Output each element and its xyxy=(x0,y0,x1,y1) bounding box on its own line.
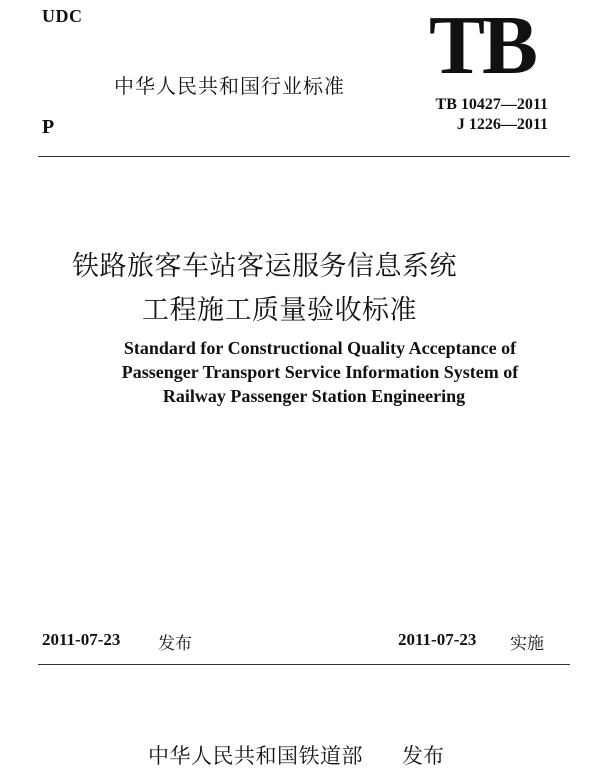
issue-label: 发布 xyxy=(158,634,192,654)
implement-date: 2011-07-23 xyxy=(398,630,477,649)
bottom-divider xyxy=(38,664,570,665)
industry-standard-heading: 中华人民共和国行业标准 xyxy=(114,74,345,98)
publisher-name: 中华人民共和国铁道部 xyxy=(148,744,363,768)
title-zh-line-1: 铁路旅客车站客运服务信息系统 xyxy=(72,251,457,282)
title-en-line-1: Standard for Constructional Quality Acceptance of xyxy=(123,338,517,358)
title-zh-line-2: 工程施工质量验收标准 xyxy=(142,295,417,326)
title-en-line-2: Passenger Transport Service Information System of xyxy=(121,362,519,382)
category-label: P xyxy=(42,116,55,138)
udc-label: UDC xyxy=(42,6,83,26)
tb-logo: TB xyxy=(429,0,536,92)
publisher-action: 发布 xyxy=(402,744,444,768)
standard-number: TB 10427—2011 xyxy=(435,96,548,113)
issue-date: 2011-07-23 xyxy=(42,630,121,649)
record-number: J 1226—2011 xyxy=(456,116,548,133)
implement-label: 实施 xyxy=(510,634,544,654)
top-divider xyxy=(38,156,570,157)
title-en-line-3: Railway Passenger Station Engineering xyxy=(162,386,466,406)
